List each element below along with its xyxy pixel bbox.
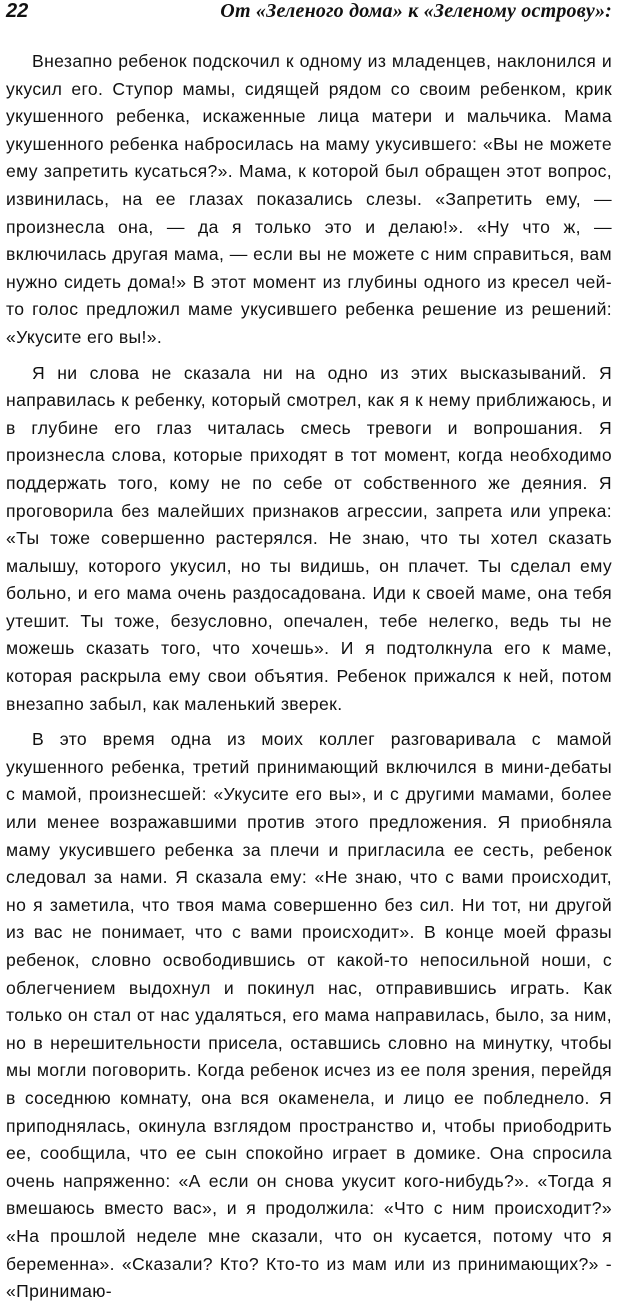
running-title: От «Зеленого дома» к «Зеленому острову»:: [220, 0, 612, 22]
body-text: [6, 48, 612, 1314]
paragraph-1: Внезапно ребенок подскочил к одному из младенцев, наклонился и укусил его. Ступор мамы, сидящей рядом со своим ребенком, крик укушенного ребенка, искаженные лица матери и мальчика. Мама укушенного ребенка набросилась на маму укусившего: «Вы не можете ему запретить кусаться?». Мама, к которой был обращен этот вопрос, извинилась, на ее глазах показались слезы. «Запретить ему, — произнесла она, — да я только это и делаю!». «Ну что ж, — включилась другая мама, — если вы не можете с ним справиться, вам нужно сидеть дома!» В этот момент из глубины одного из кресел чей-то голос предложил маме укусившего ребенка решение из решений: «Укусите его вы!».: [6, 51, 612, 347]
paragraph-2: Я ни слова не сказала ни на одно из этих высказываний. Я направилась к ребенку, который смотрел, как я к нему приближаюсь, и в глубине его глаз читалась смесь тревоги и вопрошания. Я произнесла слова, которые приходят в тот момент, когда необходимо поддержать того, кому не по себе от собственного же деяния. Я проговорила без малейших признаков агрессии, запрета или упрека: «Ты тоже совершенно растерялся. Не знаю, что ты хотел сказать малышу, которого укусил, но ты видишь, он плачет. Ты сделал ему больно, и его мама очень раздосадована. Иди к своей маме, она тебя утешит. Ты тоже, безусловно, опечален, тебе нелегко, ведь ты не можешь сказать того, что хочешь». И я подтолкнула его к маме, которая раскрыла ему свои объятия. Ребенок прижался к ней, потом внезапно забыл, как маленький зверек.: [6, 362, 612, 714]
paragraph-3: В это время одна из моих коллег разговаривала с мамой укушенного ребенка, третий принимающий включился в мини-дебаты с мамой, произнесшей: «Укусите его вы», и с другими мамами, более или менее возражавшими против этого предложения. Я приобняла маму укусившего ребенка за плечи и пригласила ее сесть, ребенок следовал за нами. Я сказала ему: «Не знаю, что с вами происходит, но я заметила, что твоя мама совершенно без сил. Ни тот, ни другой из вас не понимает, что с вами происходит». В конце моей фразы ребенок, словно освободившись от какой-то непосильной ноши, с облегчением выдохнул и покинул нас, отправившись играть. Как только он стал от нас удаляться, его мама направилась, было, за ним, но в нерешительности присела, оставшись словно на минутку, чтобы мы могли поговорить. Когда ребенок исчез из ее поля зрения, перейдя в соседнюю комнату, она вся окаменела, и лицо ее побледнело. Я приподнялась, окинула взглядом пространство и, чтобы приободрить ее, сообщила, что ее сын спокойно играет в домике. Она спросила очень напряженно: «А если он снова укусит кого-нибудь?». «Тогда я вмешаюсь вместо вас», и я продолжила: «Что с ним происходит?» «На прошлой неделе мне сказали, что он кусается, потому что я беременна». «Сказали? Кто? Кто-то из мам или из принимающих?» - «Принимаю-: [6, 729, 612, 1302]
page-header: [6, 0, 612, 30]
page-number: 22: [6, 0, 29, 22]
